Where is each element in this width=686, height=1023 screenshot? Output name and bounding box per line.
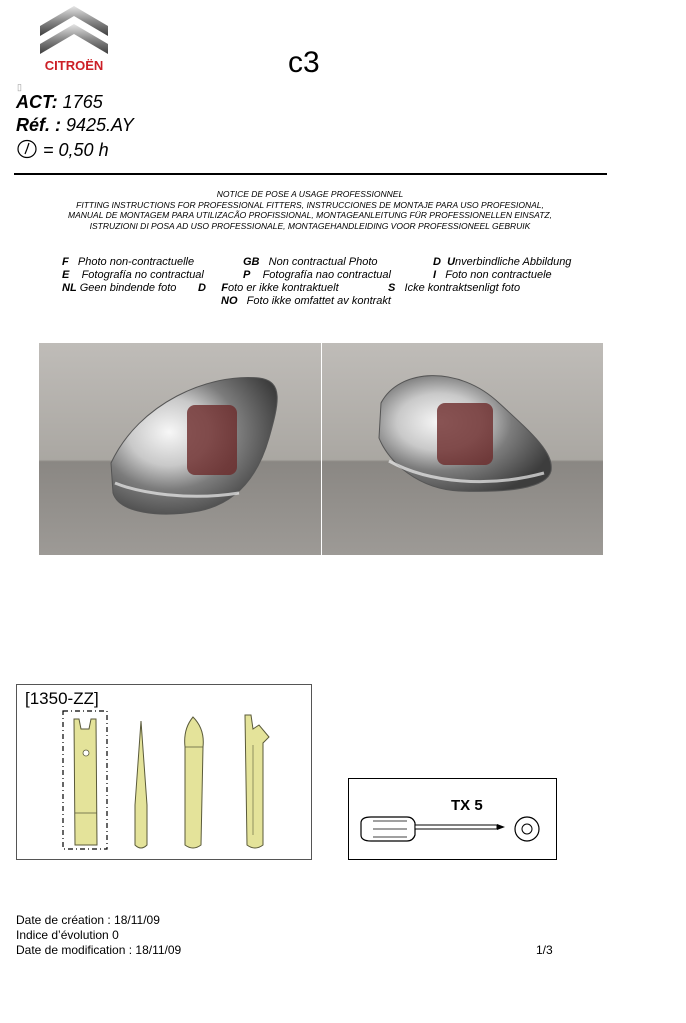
ref-value: 9425.AY — [66, 115, 134, 135]
tool-spatula-forked-icon — [74, 719, 97, 845]
act-label: ACT: — [16, 92, 58, 112]
page-number: 1/3 — [536, 943, 553, 957]
notice-line: ISTRUZIONI DI POSA AD USO PROFESSIONALE, MONTAGEHANDLEIDING VOOR PROFESSIONEEL GEBRUIK — [89, 220, 531, 231]
brand-wordmark: CITROËN — [44, 58, 104, 73]
ref-label: Réf. : — [16, 115, 61, 135]
disclaimer-nl: NL Geen bindende foto — [62, 282, 177, 294]
disclaimer-d2: D Foto er ikke kontraktuelt — [198, 282, 339, 294]
torx-bit-icon — [515, 817, 539, 841]
tool-hook-icon — [245, 715, 269, 848]
product-photo — [39, 343, 603, 555]
footer-modification: Date de modification : 18/11/09 — [16, 943, 182, 957]
time-value: = 0,50 h — [43, 140, 109, 160]
screwdriver-panel — [348, 778, 557, 860]
disclaimer-i: I Foto non contractuele — [433, 269, 552, 281]
footer-evolution: Indice d’évolution 0 — [16, 928, 119, 942]
tool-wedge-icon — [185, 717, 204, 848]
notice-block — [40, 189, 580, 231]
model-name: c3 — [288, 46, 320, 79]
disclaimer-e: E Fotografía no contractual — [62, 269, 204, 281]
footer-creation: Date de création : 18/11/09 — [16, 913, 160, 927]
act-value: 1765 — [62, 92, 103, 112]
small-glyph: ▯ — [17, 82, 22, 92]
screwdriver-icon — [361, 817, 505, 841]
notice-line: NOTICE DE POSE A USAGE PROFESSIONNEL — [216, 189, 404, 199]
disclaimer-f: F Photo non-contractuelle — [62, 256, 195, 268]
tool-kit-panel — [16, 684, 312, 860]
notice-line: MANUAL DE MONTAGEM PARA UTILIZACÃO PROFISSIONAL, MONTAGEANLEITUNG FÜR PROFESSIONELLEN EINSATZ, — [68, 210, 552, 220]
tool-kit-label: [1350-ZZ] — [25, 689, 99, 708]
header-divider — [14, 173, 607, 175]
clock-icon — [16, 139, 38, 164]
citroen-logo — [22, 0, 126, 76]
disclaimer-gb: GB Non contractual Photo — [243, 256, 378, 268]
tool-pointed-icon — [135, 721, 147, 848]
disclaimer-p: P Fotografía nao contractual — [243, 269, 391, 281]
ref-line — [16, 115, 134, 136]
disclaimer-no: NO Foto ikke omfattet av kontrakt — [221, 295, 391, 307]
disclaimer-d: D Unverbindliche Abbildung — [433, 256, 572, 268]
notice-line: FITTING INSTRUCTIONS FOR PROFESSIONAL FITTERS, INSTRUCCIONES DE MONTAJE PARA USO PROFESIONAL, — [76, 199, 544, 210]
time-line — [16, 139, 109, 164]
act-line — [16, 92, 103, 113]
disclaimer-s: S Icke kontraktsenligt foto — [388, 282, 521, 294]
screwdriver-label: TX 5 — [451, 797, 483, 814]
